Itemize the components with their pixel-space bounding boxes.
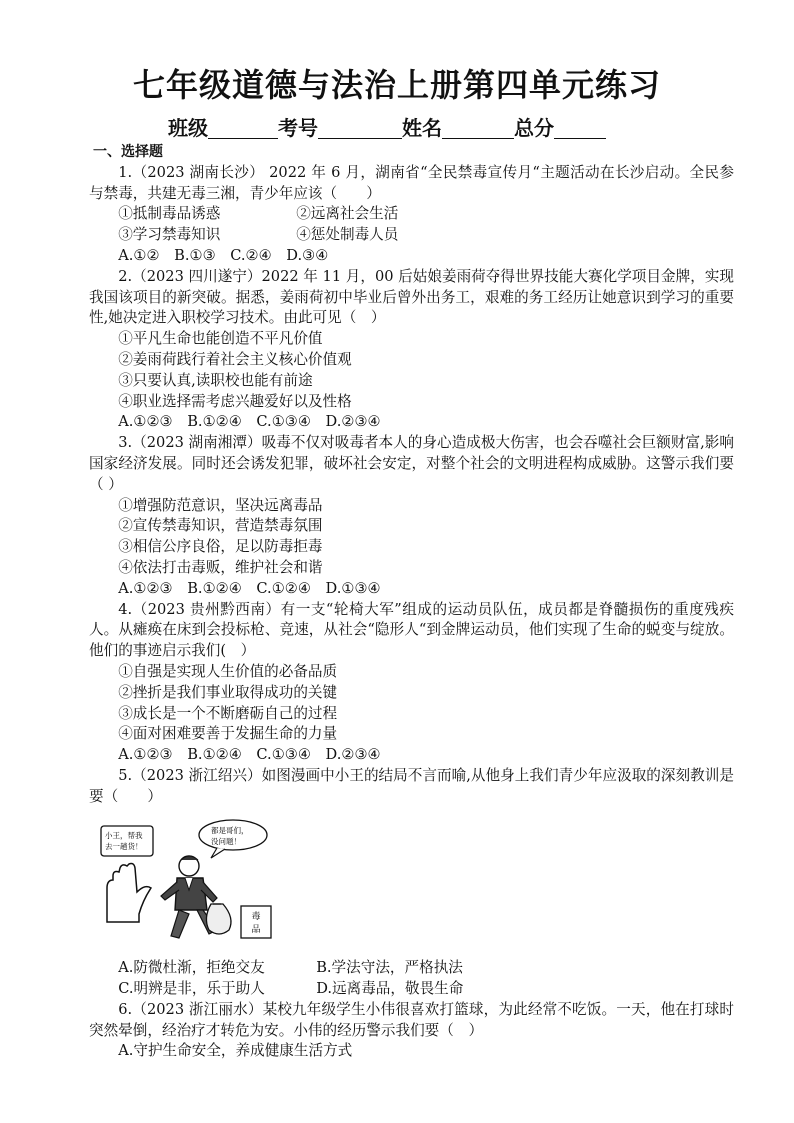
question-5-choice-c: C.明辨是非，乐于助人 xyxy=(118,980,265,998)
question-3-statement-2: ②宣传禁毒知识，营造禁毒氛围 xyxy=(118,517,323,535)
score-blank[interactable] xyxy=(554,118,606,139)
question-5-choices-row-1 xyxy=(89,958,734,979)
question-3-statement-4: ④依法打击毒贩，维护社会和谐 xyxy=(118,558,323,576)
section-title: 一、选择题 xyxy=(93,144,163,160)
question-2-stem: 2.（2023 四川遂宁）2022 年 11 月，00 后姑娘姜雨荷夺得世界技能大赛化学项目金牌，实现我国该项目的新突破。据悉，姜雨荷初中毕业后曾外出务工，艰难的务工经历让她意识到学习的重要性,她决定进入职校学习技术。由此可见（ ） xyxy=(89,267,734,327)
question-4-choices: A.①②③ B.①②④ C.①③④ D.②③④ xyxy=(118,746,381,764)
left-bubble-text-1: 小王，帮我 xyxy=(105,830,143,840)
question-1-stem: 1.（2023 湖南长沙） 2022 年 6 月，湖南省“全民禁毒宣传月“主题活动在长沙启动。全民参与禁毒，共建无毒三湘，青少年应该（ ） xyxy=(89,163,734,202)
bag-label-char-2: 品 xyxy=(251,924,261,935)
question-2-statement-3: ③只要认真,读职校也能有前途 xyxy=(118,371,313,389)
class-label: 班级 xyxy=(168,116,208,140)
bag-label-char-1: 毒 xyxy=(251,911,261,922)
score-label: 总分 xyxy=(514,116,554,140)
question-4-statement-3: ③成长是一个不断磨砺自己的过程 xyxy=(118,704,338,722)
question-6-choice-a: A.守护生命安全，养成健康生活方式 xyxy=(118,1042,353,1060)
question-5-stem: 5.（2023 浙江绍兴）如图漫画中小王的结局不言而喻,从他身上我们青少年应汲取的深刻教训是要（ ） xyxy=(89,766,734,805)
right-bubble-text-1: 都是哥们， xyxy=(211,825,249,835)
question-4-statement-2: ②挫折是我们事业取得成功的关键 xyxy=(118,683,338,701)
question-list xyxy=(89,142,734,1062)
question-3-stem: 3.（2023 湖南湘潭）吸毒不仅对吸毒者本人的身心造成极大伤害，也会吞噬社会巨额财富,影响国家经济发展。同时还会诱发犯罪，破坏社会安定，对整个社会的文明进程构成威胁。这警示我们要（ ） xyxy=(89,434,734,493)
name-blank[interactable] xyxy=(442,118,514,139)
left-bubble-text-2: 去一趟货！ xyxy=(105,841,143,851)
question-3-statement-1: ①增强防范意识，坚决远离毒品 xyxy=(118,496,323,514)
question-5-choices-row-2 xyxy=(89,979,734,1000)
student-info-line xyxy=(168,112,606,141)
question-1-choices: A.①② B.①③ C.②④ D.③④ xyxy=(118,246,329,264)
right-bubble-text-2: 没问题！ xyxy=(211,836,241,846)
question-5-choice-a: A.防微杜渐，拒绝交友 xyxy=(118,959,265,977)
question-3-statement-3: ③相信公序良俗，足以防毒拒毒 xyxy=(118,538,323,556)
page-title: 七年级道德与法治上册第四单元练习 xyxy=(132,66,661,104)
question-5-choice-b: B.学法守法，严格执法 xyxy=(316,959,463,977)
question-1-statement-1: ①抵制毒品诱惑 xyxy=(118,205,221,223)
drug-warning-cartoon xyxy=(99,818,279,944)
class-blank[interactable] xyxy=(208,118,278,139)
question-1-statements-row-2 xyxy=(89,225,734,246)
question-4-statement-4: ④面对困难要善于发掘生命的力量 xyxy=(118,725,338,743)
question-2-statement-1: ①平凡生命也能创造不平凡价值 xyxy=(118,330,323,348)
question-2-statement-2: ②姜雨荷践行着社会主义核心价值观 xyxy=(118,350,352,368)
exam-no-blank[interactable] xyxy=(318,118,402,139)
question-1-statement-4: ④惩处制毒人员 xyxy=(296,226,399,244)
question-1-statements-row-1 xyxy=(89,204,734,225)
question-4-stem: 4.（2023 贵州黔西南）有一支“轮椅大军”组成的运动员队伍，成员都是脊髓损伤的重度残疾人。从瘫痪在床到会投标枪、竞速，从社会“隐形人“到金牌运动员，他们实现了生命的蜕变与绽放。他们的事迹启示我们( ） xyxy=(89,600,734,660)
name-label: 姓名 xyxy=(402,116,442,140)
question-2-statement-4: ④职业选择需考虑兴趣爱好以及性格 xyxy=(118,392,352,410)
question-6-stem: 6.（2023 浙江丽水）某校九年级学生小伟很喜欢打篮球，为此经常不吃饭。一天，他在打球时突然晕倒，经治疗才转危为安。小伟的经历警示我们要（ ） xyxy=(89,1000,734,1039)
question-4-statement-1: ①自强是实现人生价值的必备品质 xyxy=(118,662,338,680)
exam-no-label: 考号 xyxy=(278,116,318,140)
question-2-choices: A.①②③ B.①②④ C.①③④ D.②③④ xyxy=(118,413,381,431)
question-1-statement-3: ③学习禁毒知识 xyxy=(118,226,221,244)
question-3-choices: A.①②③ B.①②④ C.①②④ D.①③④ xyxy=(118,579,381,597)
question-5-choice-d: D.远离毒品，敬畏生命 xyxy=(316,980,464,998)
question-1-statement-2: ②远离社会生活 xyxy=(296,205,399,223)
